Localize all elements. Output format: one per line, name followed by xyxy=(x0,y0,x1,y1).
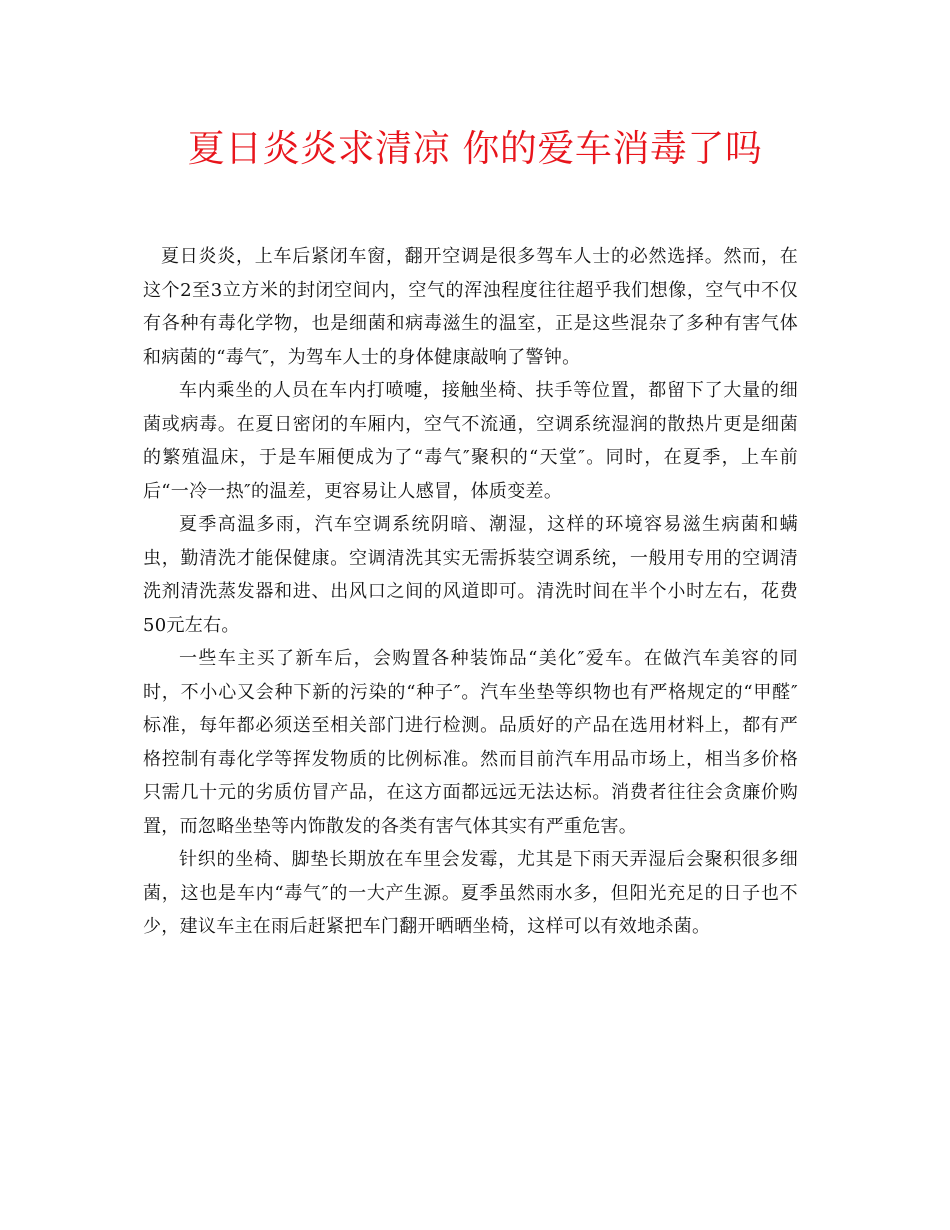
paragraph-2: 车内乘坐的人员在车内打喷嚏，接触坐椅、扶手等位置，都留下了大量的细菌或病毒。在夏日密闭的车厢内，空气不流通，空调系统湿润的散热片更是细菌的繁殖温床，于是车厢便成为了“毒气″聚积的“天堂″。同时，在夏季，上车前后“一冷一热″的温差，更容易让人感冒，体质变差。 xyxy=(143,380,798,502)
paragraph-3: 夏季高温多雨，汽车空调系统阴暗、潮湿，这样的环境容易滋生病菌和螨虫，勤清洗才能保健康。空调清洗其实无需拆装空调系统，一般用专用的空调清洗剂清洗蒸发器和进、出风口之间的风道即可。清洗时间在半个小时左右，花费50元左右。 xyxy=(143,514,798,636)
article-body xyxy=(143,240,798,944)
paragraph-5: 针织的坐椅、脚垫长期放在车里会发霉，尤其是下雨天弄湿后会聚积很多细菌，这也是车内“毒气″的一大产生源。夏季虽然雨水多，但阳光充足的日子也不少，建议车主在雨后赶紧把车门翻开晒晒坐椅，这样可以有效地杀菌。 xyxy=(143,849,798,937)
paragraph-1: 夏日炎炎，上车后紧闭车窗，翻开空调是很多驾车人士的必然选择。然而，在这个2至3立方米的封闭空间内，空气的浑浊程度往往超乎我们想像，空气中不仅有各种有毒化学物，也是细菌和病毒滋生的温室，正是这些混杂了多种有害气体和病菌的“毒气″，为驾车人士的身体健康敲响了警钟。 xyxy=(143,246,798,368)
document-title: 夏日炎炎求清凉 你的爱车消毒了吗 xyxy=(187,127,763,170)
paragraph-4: 一些车主买了新车后，会购置各种装饰品“美化″爱车。在做汽车美容的同时，不小心又会种下新的污染的“种子″。汽车坐垫等织物也有严格规定的“甲醛″标准，每年都必须送至相关部门进行检测。品质好的产品在选用材料上，都有严格控制有毒化学等挥发物质的比例标准。然而目前汽车用品市场上，相当多价格只需几十元的劣质仿冒产品，在这方面都远远无法达标。消费者往往会贪廉价购置，而忽略坐垫等内饰散发的各类有害气体其实有严重危害。 xyxy=(143,648,798,837)
